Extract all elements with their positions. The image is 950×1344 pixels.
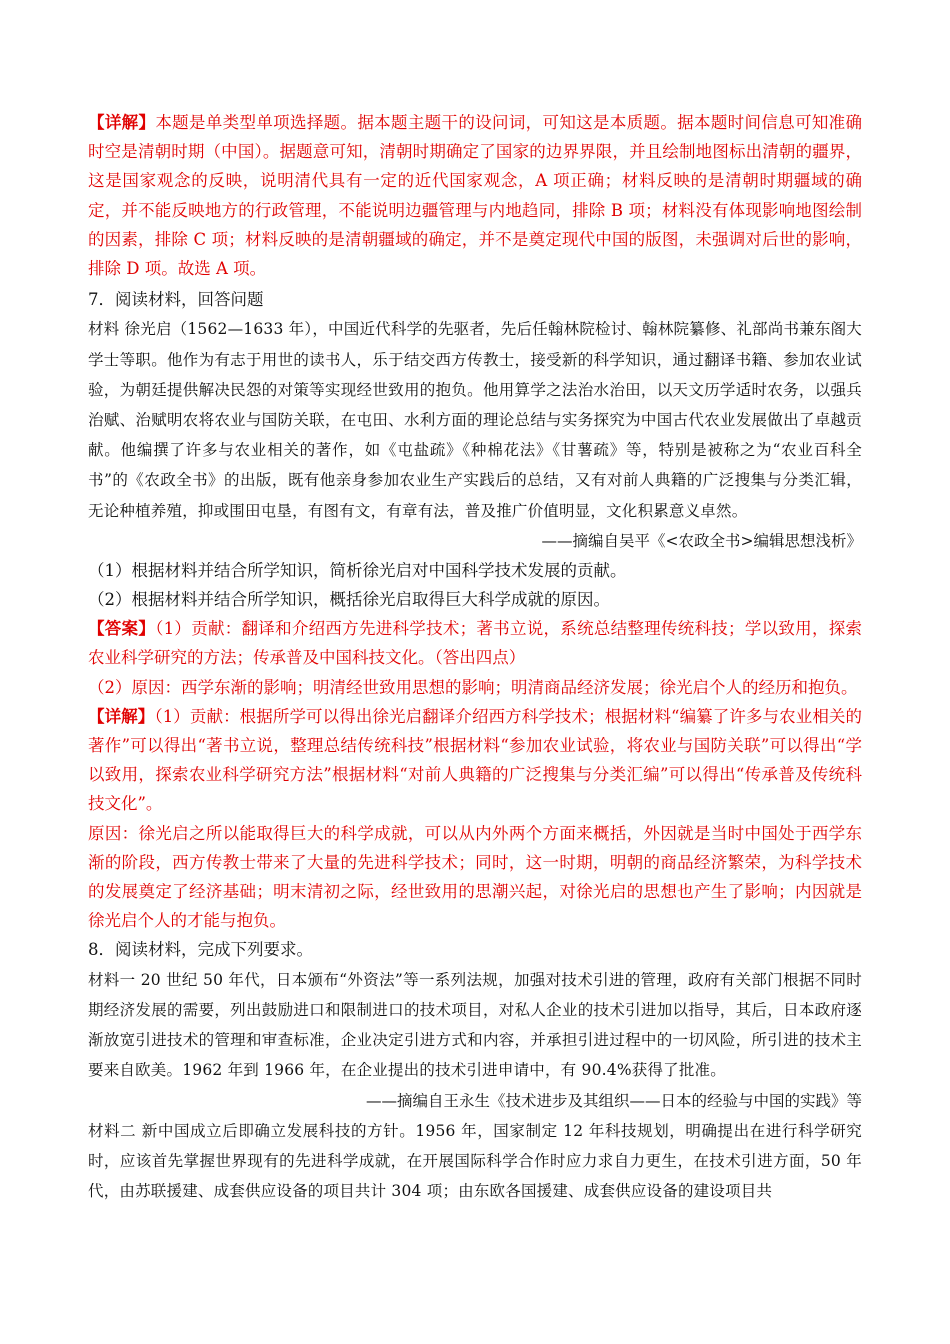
q7-subquestion-2: （2）根据材料并结合所学知识，概括徐光启取得巨大科学成就的原因。 bbox=[88, 590, 610, 610]
q6-detail bbox=[88, 108, 862, 283]
document-page bbox=[88, 108, 862, 1206]
q8-source-1: ——摘编自王永生《技术进步及其组织——日本的经验与中国的实践》等 bbox=[365, 1091, 862, 1110]
q7-material: 材料 徐光启（1562—1633 年），中国近代科学的先驱者，先后任翰林院检讨、翰林院纂修、礼部尚书兼东阁大学士等职。他作为有志于用世的读书人，乐于结交西方传教士，接受新的科学知识，通过翻译书籍、参加农业试验，为朝廷提供解决民怨的对策等实现经世致用的抱负。他用算学之法治水治田，以天文历学适时农务，以强兵治赋、治赋明农将农业与国防关联，在屯田、水利方面的理论总结与实务探究为中国古代农业发展做出了卓越贡献。他编撰了许多与农业相关的著作，如《屯盐疏》《种棉花法》《甘薯疏》等，特别是被称之为“农业百科全书”的《农政全书》的出版，既有他亲身参加农业生产实践后的总结，又有对前人典籍的广泛搜集与分类汇辑，无论种植养殖，抑或围田屯垦，有图有文，有章有法，普及推广价值明显，文化积累意义卓然。 bbox=[88, 320, 862, 520]
q7-detail-tag: 【详解】 bbox=[88, 706, 155, 726]
q7-source: ——摘编自吴平《<农政全书>编辑思想浅析》 bbox=[541, 531, 862, 550]
q7-detail-2: 原因：徐光启之所以能取得巨大的科学成就，可以从内外两个方面来概括，外因就是当时中国处于西学东渐的阶段，西方传教士带来了大量的先进科学技术；同时，这一时期，明朝的商品经济繁荣，为科学技术的发展奠定了经济基础；明末清初之际，经世致用的思潮兴起，对徐光启的思想也产生了影响；内因就是徐光启个人的才能与抱负。 bbox=[88, 823, 862, 931]
q7-subquestion-1: （1）根据材料并结合所学知识，简析徐光启对中国科学技术发展的贡献。 bbox=[88, 560, 627, 580]
q7-detail-1 bbox=[88, 702, 862, 819]
q8-material-1: 材料一 20 世纪 50 年代，日本颁布“外资法”等一系列法规，加强对技术引进的管理，政府有关部门根据不同时期经济发展的需要，列出鼓励进口和限制进口的技术项目，对私人企业的技术引进加以指导，其后，日本政府逐渐放宽引进技术的管理和审查标准，企业决定引进方式和内容，并承担引进过程中的一切风险，所引进的技术主要来自欧美。1962 年到 1966 年，在企业提出的技术引进申请中，有 90.4%获得了批准。 bbox=[88, 970, 862, 1080]
q7-answer-tag: 【答案】 bbox=[88, 619, 156, 639]
q7-answer-2: （2）原因：西学东渐的影响；明清经世致用思想的影响；明清商品经济发展；徐光启个人的经历和抱负。 bbox=[88, 677, 858, 697]
q6-detail-text: 本题是单类型单项选择题。据本题主题干的设问词，可知这是本质题。据本题时间信息可知准确时空是清朝时期（中国）。据题意可知，清朝时期确定了国家的边界界限，并且绘制地图标出清朝的疆界，这是国家观念的反映，说明清代具有一定的近代国家观念，A 项正确；材料反映的是清朝时期疆域的确定，并不能反映地方的行政管理，不能说明边疆管理与内地趋同，排除 B 项；材料没有体现影响地图绘制的因素，排除 C 项；材料反映的是清朝疆域的确定，并不是奠定现代中国的版图，未强调对后世的影响，排除 D 项。故选 A 项。 bbox=[88, 113, 863, 279]
q8-title: 8．阅读材料，完成下列要求。 bbox=[88, 940, 313, 960]
q7-answer-1-text: （1）贡献：翻译和介绍西方先进科学技术；著书立说，系统总结整理传统科技；学以致用，探索农业科学研究的方法；传承普及中国科技文化。（答出四点） bbox=[88, 619, 862, 668]
q7-answer-1 bbox=[88, 614, 862, 672]
q8-material-2: 材料二 新中国成立后即确立发展科技的方针。1956 年，国家制定 12 年科技规划，明确提出在进行科学研究时，应该首先掌握世界现有的先进科学成就，在开展国际科学合作时应力求自力更生，在技术引进方面，50 年代，由苏联援建、成套供应设备的项目共计 304 项；由东欧各国援建、成套供应设备的建设项目共 bbox=[88, 1121, 862, 1200]
q7-detail-1-text: （1）贡献：根据所学可以得出徐光启翻译介绍西方科学技术；根据材料“编纂了许多与农业相关的著作”可以得出“著书立说，整理总结传统科技”根据材料“参加农业试验，将农业与国防关联”可以得出“学以致用，探索农业科学研究方法”根据材料“对前人典籍的广泛搜集与分类汇编”可以得出“传承普及传统科技文化”。 bbox=[88, 706, 863, 814]
q7-title: 7．阅读材料，回答问题 bbox=[88, 290, 264, 310]
q6-detail-tag: 【详解】 bbox=[88, 113, 156, 132]
